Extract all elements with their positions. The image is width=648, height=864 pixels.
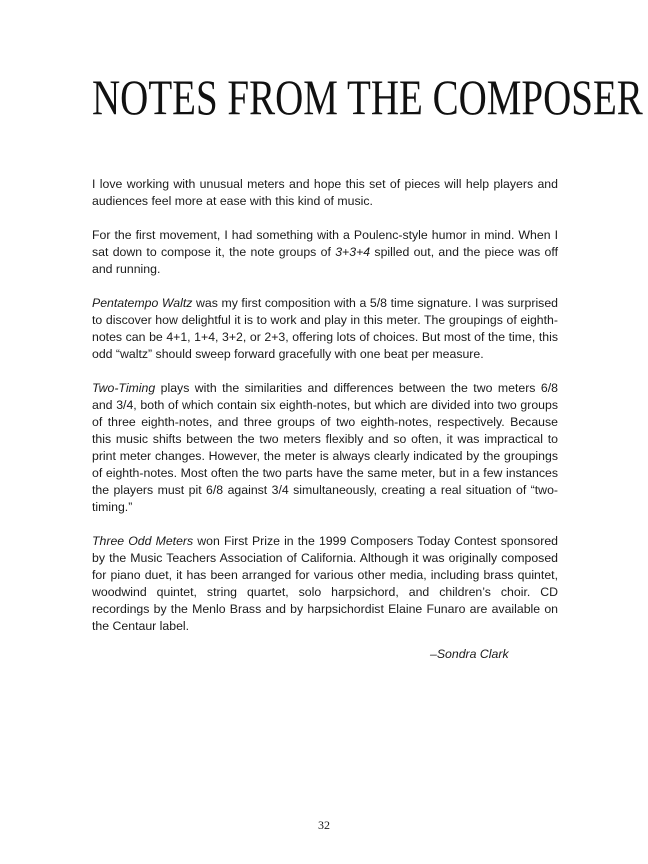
paragraph: [92, 227, 558, 278]
page-title: NOTES FROM THE COMPOSER: [92, 69, 643, 125]
paragraph-text: For the first movement, I had something with a Poulenc-style humor in mind. When I sat down to compose it, the note groups of: [92, 228, 558, 259]
content: [92, 176, 558, 663]
paragraph-text: spilled out, and the piece was off and running.: [92, 245, 558, 276]
paragraph: [92, 380, 558, 516]
italic-title-text: Pentatempo Waltz: [92, 296, 193, 310]
italic-title-text: Two-Timing: [92, 381, 156, 395]
paragraph: [92, 176, 558, 210]
page-number: 32: [318, 818, 330, 832]
italic-title-text: Three Odd Meters: [92, 534, 194, 548]
paragraph-text: plays with the similarities and differences between the two meters 6/8 and 3/4, both of which contain six eighth-notes, but which are divided into two groups of three eighth-notes, and three groups of two eighth-notes, respectively. Because this music shifts between the two meters flexibly and so often, it was impractical to print meter changes. However, the meter is always clearly indicated by the groupings of eighth-notes. Most often the two parts have the same meter, but in a few instances the players must pit 6/8 against 3/4 simultaneously, creating a real situation of “two-timing.”: [92, 381, 558, 514]
paragraph-text: was my first composition with a 5/8 time signature. I was surprised to discover how delightful it is to work and play in this meter. The groupings of eighth-notes can be 4+1, 1+4, 3+2, or 2+3, offering lots of choices. But most of the time, this odd “waltz” should sweep forward gracefully with one beat per measure.: [92, 296, 559, 361]
signature: –Sondra Clark: [430, 647, 509, 661]
paragraph-text: won First Prize in the 1999 Composers Today Contest sponsored by the Music Teachers Association of California. Although it was originally composed for piano duet, it has been arranged for various other media, including brass quintet, woodwind quintet, string quartet, solo harpsichord, and children’s choir. CD recordings by the Menlo Brass and by harpsichordist Elaine Funaro are available on the Centaur label.: [92, 534, 559, 633]
paragraph: [92, 295, 558, 363]
italic-title-text: 3+3+4: [335, 245, 371, 259]
paragraph-text: I love working with unusual meters and hope this set of pieces will help players and audiences feel more at ease with this kind of music.: [92, 177, 558, 208]
paragraph: [92, 533, 558, 635]
body-text: [92, 176, 558, 635]
